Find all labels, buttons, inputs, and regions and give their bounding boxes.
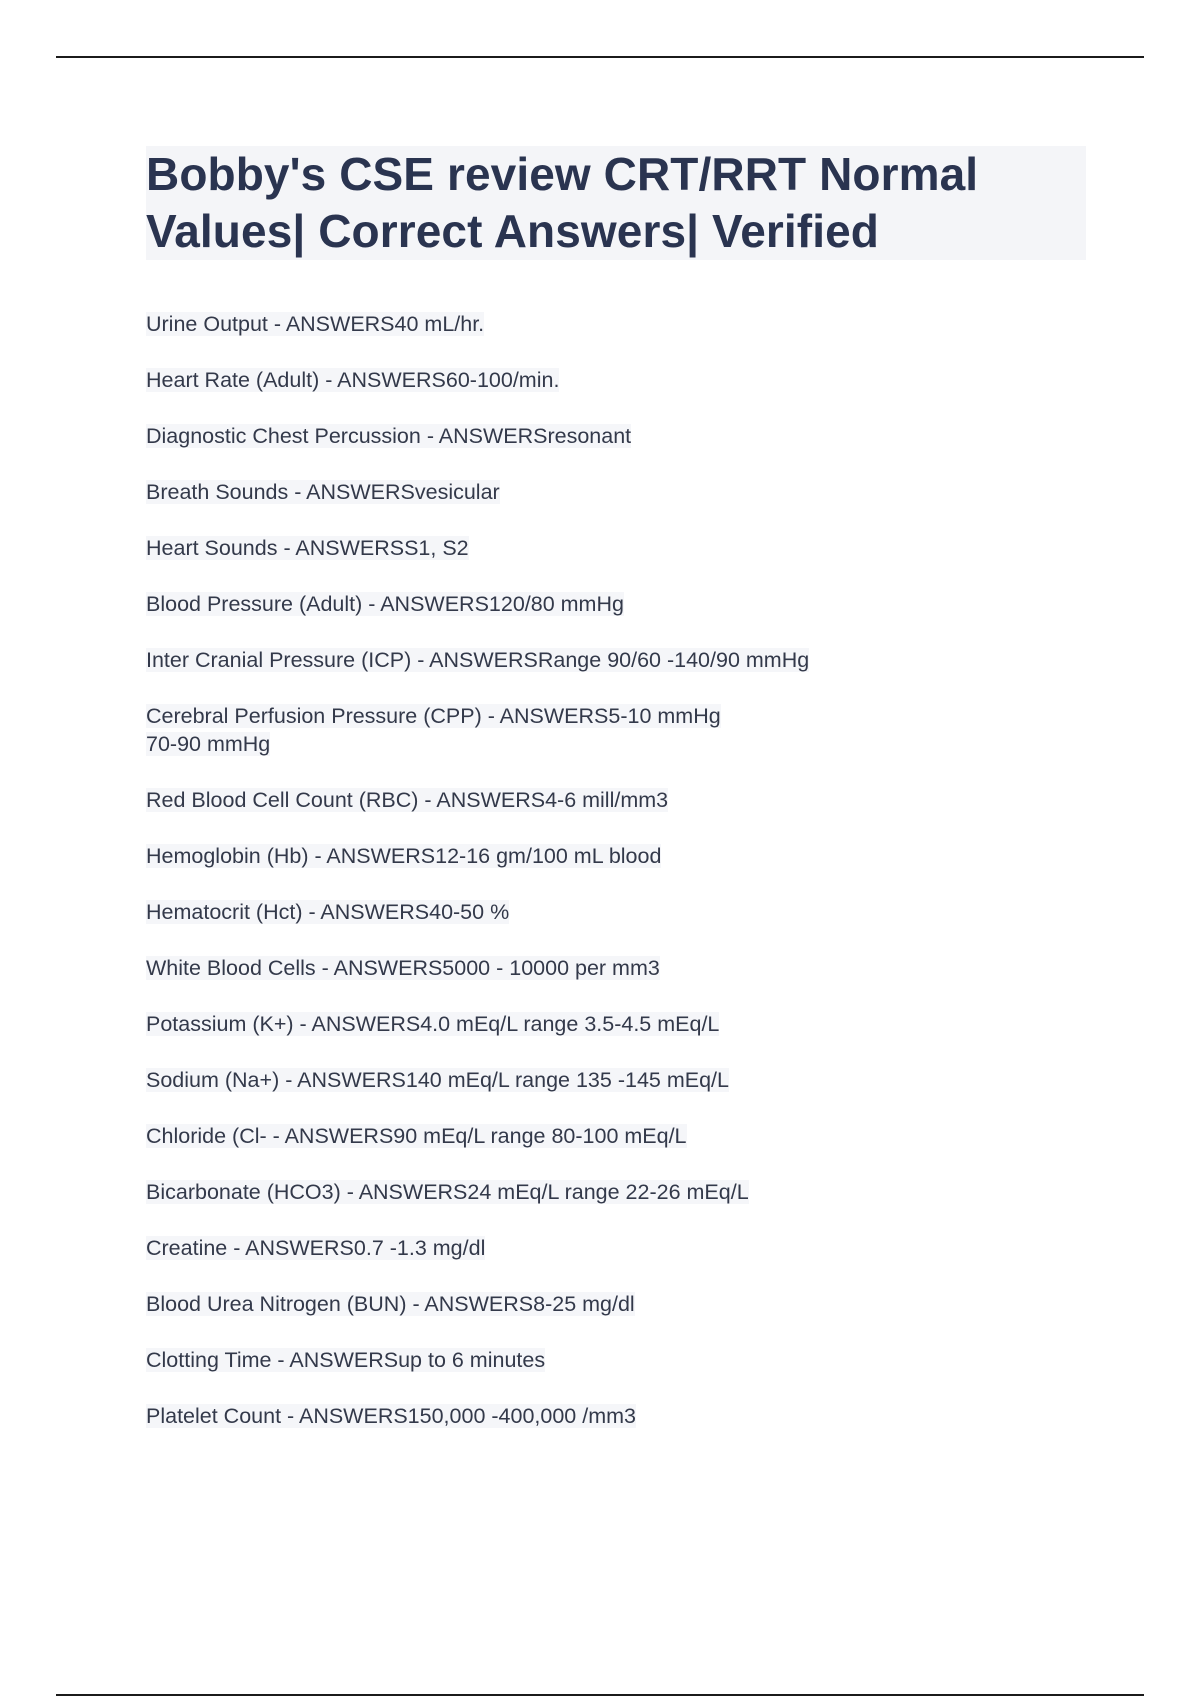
entry-text: Urine Output - ANSWERS40 mL/hr. (146, 312, 485, 336)
entry-text: Creatine - ANSWERS0.7 -1.3 mg/dl (146, 1236, 486, 1260)
entry-text: Heart Sounds - ANSWERSS1, S2 (146, 536, 469, 560)
list-item (146, 1010, 1086, 1038)
entry-text: Bicarbonate (HCO3) - ANSWERS24 mEq/L range 22-26 mEq/L (146, 1180, 749, 1204)
entry-text: Clotting Time - ANSWERSup to 6 minutes (146, 1348, 546, 1372)
title-block (146, 146, 1086, 260)
entry-text: Blood Pressure (Adult) - ANSWERS120/80 mmHg (146, 592, 624, 616)
list-item (146, 842, 1086, 870)
list-item (146, 646, 1086, 674)
list-item (146, 590, 1086, 618)
entry-text: Hematocrit (Hct) - ANSWERS40-50 % (146, 900, 510, 924)
page-title: Bobby's CSE review CRT/RRT Normal Values| Correct Answers| Verified (146, 148, 979, 257)
list-item (146, 1402, 1086, 1430)
list-item (146, 1346, 1086, 1374)
entry-text: Sodium (Na+) - ANSWERS140 mEq/L range 135 -145 mEq/L (146, 1068, 729, 1092)
entry-text: Cerebral Perfusion Pressure (CPP) - ANSWERS5-10 mmHg 70-90 mmHg (146, 704, 721, 756)
entry-text: Diagnostic Chest Percussion - ANSWERSresonant (146, 424, 632, 448)
list-item (146, 898, 1086, 926)
top-divider (56, 56, 1144, 58)
entry-text: Hemoglobin (Hb) - ANSWERS12-16 gm/100 mL blood (146, 844, 662, 868)
list-item (146, 478, 1086, 506)
list-item (146, 954, 1086, 982)
entry-list (146, 310, 1086, 1458)
entry-text: Breath Sounds - ANSWERSvesicular (146, 480, 500, 504)
entry-text: White Blood Cells - ANSWERS5000 - 10000 per mm3 (146, 956, 660, 980)
list-item (146, 1122, 1086, 1150)
list-item (146, 366, 1086, 394)
entry-text: Blood Urea Nitrogen (BUN) - ANSWERS8-25 mg/dl (146, 1292, 635, 1316)
list-item (146, 534, 1086, 562)
list-item (146, 422, 1086, 450)
entry-text: Potassium (K+) - ANSWERS4.0 mEq/L range 3.5-4.5 mEq/L (146, 1012, 720, 1036)
list-item (146, 1178, 1086, 1206)
bottom-divider (56, 1694, 1144, 1696)
entry-text: Red Blood Cell Count (RBC) - ANSWERS4-6 mill/mm3 (146, 788, 669, 812)
list-item (146, 1234, 1086, 1262)
list-item (146, 786, 1086, 814)
entry-text: Inter Cranial Pressure (ICP) - ANSWERSRange 90/60 -140/90 mmHg (146, 648, 810, 672)
entry-text: Heart Rate (Adult) - ANSWERS60-100/min. (146, 368, 560, 392)
list-item (146, 1290, 1086, 1318)
entry-text: Chloride (Cl- - ANSWERS90 mEq/L range 80-100 mEq/L (146, 1124, 687, 1148)
list-item (146, 702, 1086, 758)
entry-text: Platelet Count - ANSWERS150,000 -400,000 /mm3 (146, 1404, 636, 1428)
list-item (146, 1066, 1086, 1094)
list-item (146, 310, 1086, 338)
